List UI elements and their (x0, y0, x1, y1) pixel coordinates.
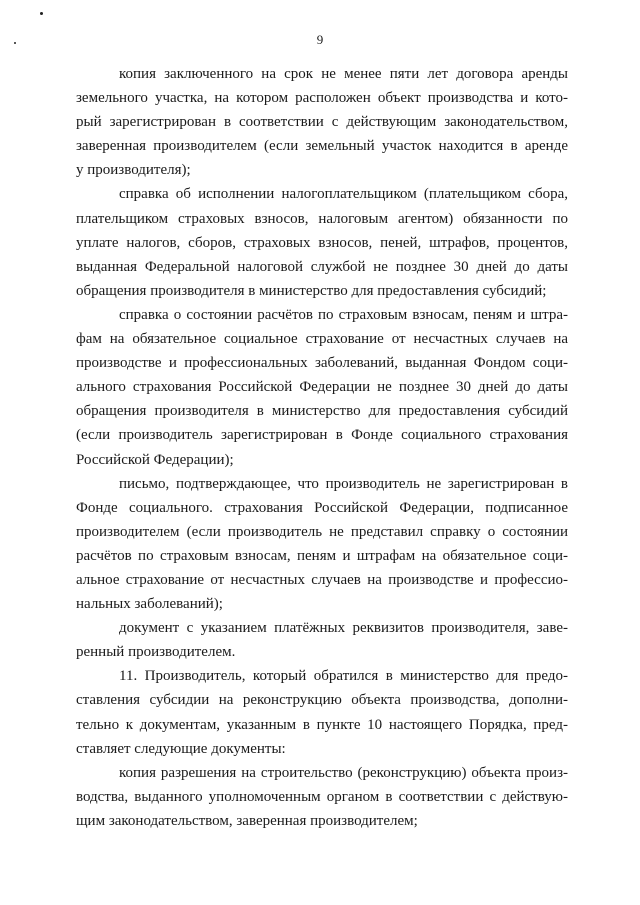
paragraph (76, 664, 568, 760)
text-line: заверенная производителем (если земельный участок находится в аренде (76, 138, 568, 155)
text-line: плательщиком страховых взносов, налоговым агентом) обязанности по (76, 210, 568, 227)
text-line: документ с указанием платёжных реквизитов производителя, заве- (119, 620, 568, 637)
paragraph (76, 182, 568, 302)
text-line: щим законодательством, заверенная производителем; (76, 812, 418, 829)
text-line: письмо, подтверждающее, что производитель не зарегистрирован в (119, 475, 568, 492)
text-line: уплате налогов, сборов, страховых взносов, пеней, штрафов, процентов, (76, 234, 568, 251)
text-line: 11. Производитель, который обратился в министерство для предо- (119, 668, 568, 685)
text-line: фам на обязательное социальное страхование от несчастных случаев на (76, 331, 568, 348)
text-line: тельно к документам, указанным в пункте 10 настоящего Порядка, пред- (76, 716, 568, 733)
text-line: нальных заболеваний); (76, 596, 223, 613)
text-line: ставления субсидии на реконструкцию объекта производства, дополни- (76, 692, 568, 709)
text-line: водства, выданного уполномоченным органом в соответствии с действую- (76, 788, 568, 805)
text-line: расчётов по страховым взносам, пеням и штрафам на обязательное соци- (76, 547, 568, 564)
document-body (76, 62, 568, 833)
text-line: ренный производителем. (76, 644, 236, 661)
text-line: выданная Федеральной налоговой службой не позднее 30 дней до даты (76, 258, 568, 275)
paragraph (76, 303, 568, 472)
paragraph (76, 761, 568, 833)
text-line: справка об исполнении налогоплательщиком (плательщиком сбора, (119, 186, 568, 203)
text-line: альное страхование от несчастных случаев на производстве и профессио- (76, 571, 568, 588)
text-line: Фонде социального. страхования Российской Федерации, подписанное (76, 499, 568, 516)
page-number: 9 (316, 32, 324, 47)
paragraph (76, 472, 568, 617)
text-line: (если производитель зарегистрирован в Фонде социального страхования (76, 427, 568, 444)
paragraph (76, 62, 568, 182)
text-line: у производителя); (76, 162, 191, 179)
text-line: ального страхования Российской Федерации не позднее 30 дней до даты (76, 379, 568, 396)
text-line: обращения производителя в министерство для предоставления субсидий (76, 403, 568, 420)
text-line: копия разрешения на строительство (реконструкцию) объекта произ- (119, 764, 568, 781)
scan-speck (40, 12, 43, 15)
text-line: Российской Федерации); (76, 451, 234, 468)
text-line: копия заключенного на срок не менее пяти лет договора аренды (119, 66, 568, 82)
paragraph (76, 616, 568, 664)
text-line: земельного участка, на котором расположен объект производства и кото- (76, 90, 568, 107)
text-line: справка о состоянии расчётов по страховым взносам, пеням и штра- (119, 306, 568, 323)
text-line: производителем (если производитель не представил справку о состоянии (76, 523, 568, 540)
text-line: рый зарегистрирован в соответствии с действующим законодательством, (76, 114, 568, 131)
text-line: производстве и профессиональных заболеваний, выданная Фондом соци- (76, 355, 568, 372)
text-line: ставляет следующие документы: (76, 740, 286, 757)
text-line: обращения производителя в министерство для предоставления субсидий; (76, 282, 547, 299)
